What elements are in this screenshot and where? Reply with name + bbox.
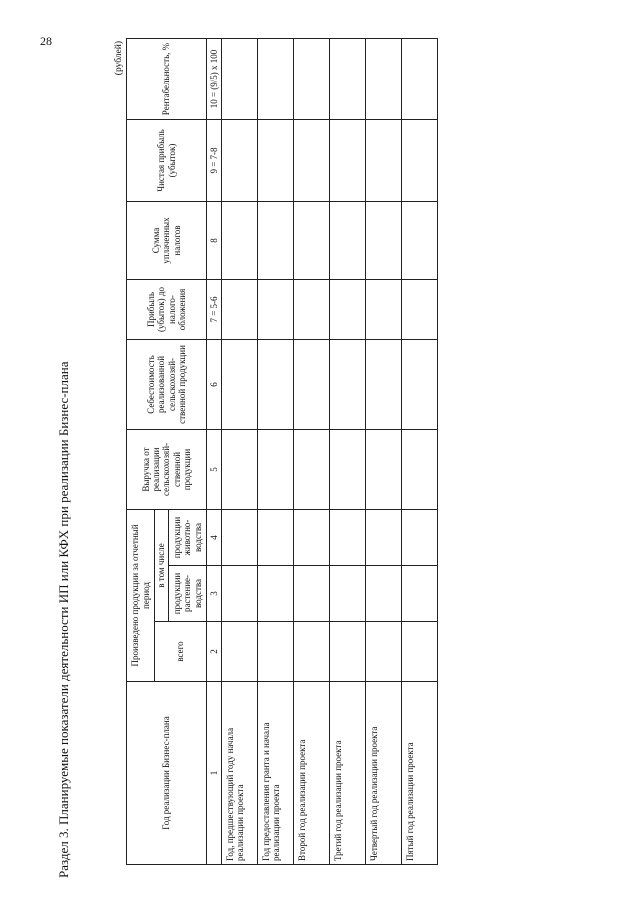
section-title: Раздел 3. Планируемые показатели деятельности ИП или КФХ при реализации Бизнес-плана <box>56 361 71 878</box>
row-label: Пятый год реализации проекта <box>402 682 438 865</box>
header-produced: Произведено продукции за отчетный период <box>127 510 155 682</box>
table-cell <box>258 510 294 566</box>
column-number: 5 <box>207 430 222 510</box>
table-cell <box>258 622 294 682</box>
table-cell <box>294 120 330 202</box>
table-cell <box>258 340 294 430</box>
table-row <box>222 39 258 865</box>
table-cell <box>330 280 366 340</box>
header-total: всего <box>155 622 207 682</box>
table-cell <box>402 340 438 430</box>
table-cell <box>402 566 438 622</box>
header-livestock: продукции животно-водства <box>169 510 207 566</box>
table-row <box>366 39 402 865</box>
column-number: 10 = (9/5) х 100 <box>207 39 222 120</box>
row-label: Год предоставления гранта и начала реализации проекта <box>258 682 294 865</box>
table-cell <box>258 430 294 510</box>
table-cell <box>366 430 402 510</box>
table-cell <box>294 622 330 682</box>
table-cell <box>222 202 258 280</box>
row-label: Четвертый год реализации проекта <box>366 682 402 865</box>
table-row <box>330 39 366 865</box>
table-row <box>258 39 294 865</box>
table-cell <box>222 510 258 566</box>
column-number: 8 <box>207 202 222 280</box>
row-label: Год, предшествующий году начала реализации проекта <box>222 682 258 865</box>
table-cell <box>294 566 330 622</box>
header-taxes: Сумма уплаченных налогов <box>127 202 207 280</box>
table-cell <box>366 566 402 622</box>
table-cell <box>222 340 258 430</box>
table-cell <box>330 430 366 510</box>
header-year: Год реализации Бизнес-плана <box>127 682 207 865</box>
units-label: (рублей) <box>114 41 124 76</box>
table-cell <box>330 340 366 430</box>
column-number: 1 <box>207 682 222 865</box>
table-cell <box>402 622 438 682</box>
row-label: Второй год реализации проекта <box>294 682 330 865</box>
table-cell <box>222 622 258 682</box>
table-cell <box>366 510 402 566</box>
table-cell <box>330 510 366 566</box>
table-cell <box>294 202 330 280</box>
header-revenue: Выручка от реализации сельскохозяй-ственной продукции <box>127 430 207 510</box>
table-cell <box>330 622 366 682</box>
table-container <box>112 39 520 865</box>
table-cell <box>330 120 366 202</box>
indicators-table <box>126 38 438 865</box>
table-cell <box>366 202 402 280</box>
table-cell <box>222 280 258 340</box>
column-number: 7 = 5-6 <box>207 280 222 340</box>
table-cell <box>366 120 402 202</box>
column-number: 2 <box>207 622 222 682</box>
page-number: 28 <box>40 34 52 48</box>
table-cell <box>222 430 258 510</box>
table-cell <box>258 566 294 622</box>
column-number: 4 <box>207 510 222 566</box>
column-numbers-row <box>207 39 222 865</box>
table-cell <box>330 202 366 280</box>
table-cell <box>222 120 258 202</box>
table-cell <box>366 340 402 430</box>
header-profit-before-tax: Прибыль (убыток) до налого-обложения <box>127 280 207 340</box>
table-cell <box>258 202 294 280</box>
column-number: 6 <box>207 340 222 430</box>
table-cell <box>222 566 258 622</box>
table-cell <box>294 280 330 340</box>
table-cell <box>294 39 330 120</box>
table-cell <box>330 566 366 622</box>
table-cell <box>330 39 366 120</box>
table-cell <box>258 120 294 202</box>
column-number: 9 = 7-8 <box>207 120 222 202</box>
table-cell <box>402 120 438 202</box>
table-cell <box>258 39 294 120</box>
table-cell <box>402 510 438 566</box>
row-label: Третий год реализации проекта <box>330 682 366 865</box>
table-cell <box>294 340 330 430</box>
table-cell <box>258 280 294 340</box>
header-profitability: Рентабельность, % <box>127 39 207 120</box>
header-incl: в том числе <box>155 510 169 622</box>
column-number: 3 <box>207 566 222 622</box>
table-cell <box>402 39 438 120</box>
table-cell <box>222 39 258 120</box>
table-cell <box>402 280 438 340</box>
table-cell <box>402 430 438 510</box>
table-row <box>402 39 438 865</box>
table-cell <box>294 430 330 510</box>
table-cell <box>366 622 402 682</box>
header-net-profit: Чистая прибыль (убыток) <box>127 120 207 202</box>
table-cell <box>294 510 330 566</box>
header-cost: Себестоимость реализованной сельскохозяй-ственной продукции <box>127 340 207 430</box>
table-cell <box>366 39 402 120</box>
table-cell <box>402 202 438 280</box>
table-cell <box>366 280 402 340</box>
table-row <box>294 39 330 865</box>
header-crop: продукции растение-водства <box>169 566 207 622</box>
